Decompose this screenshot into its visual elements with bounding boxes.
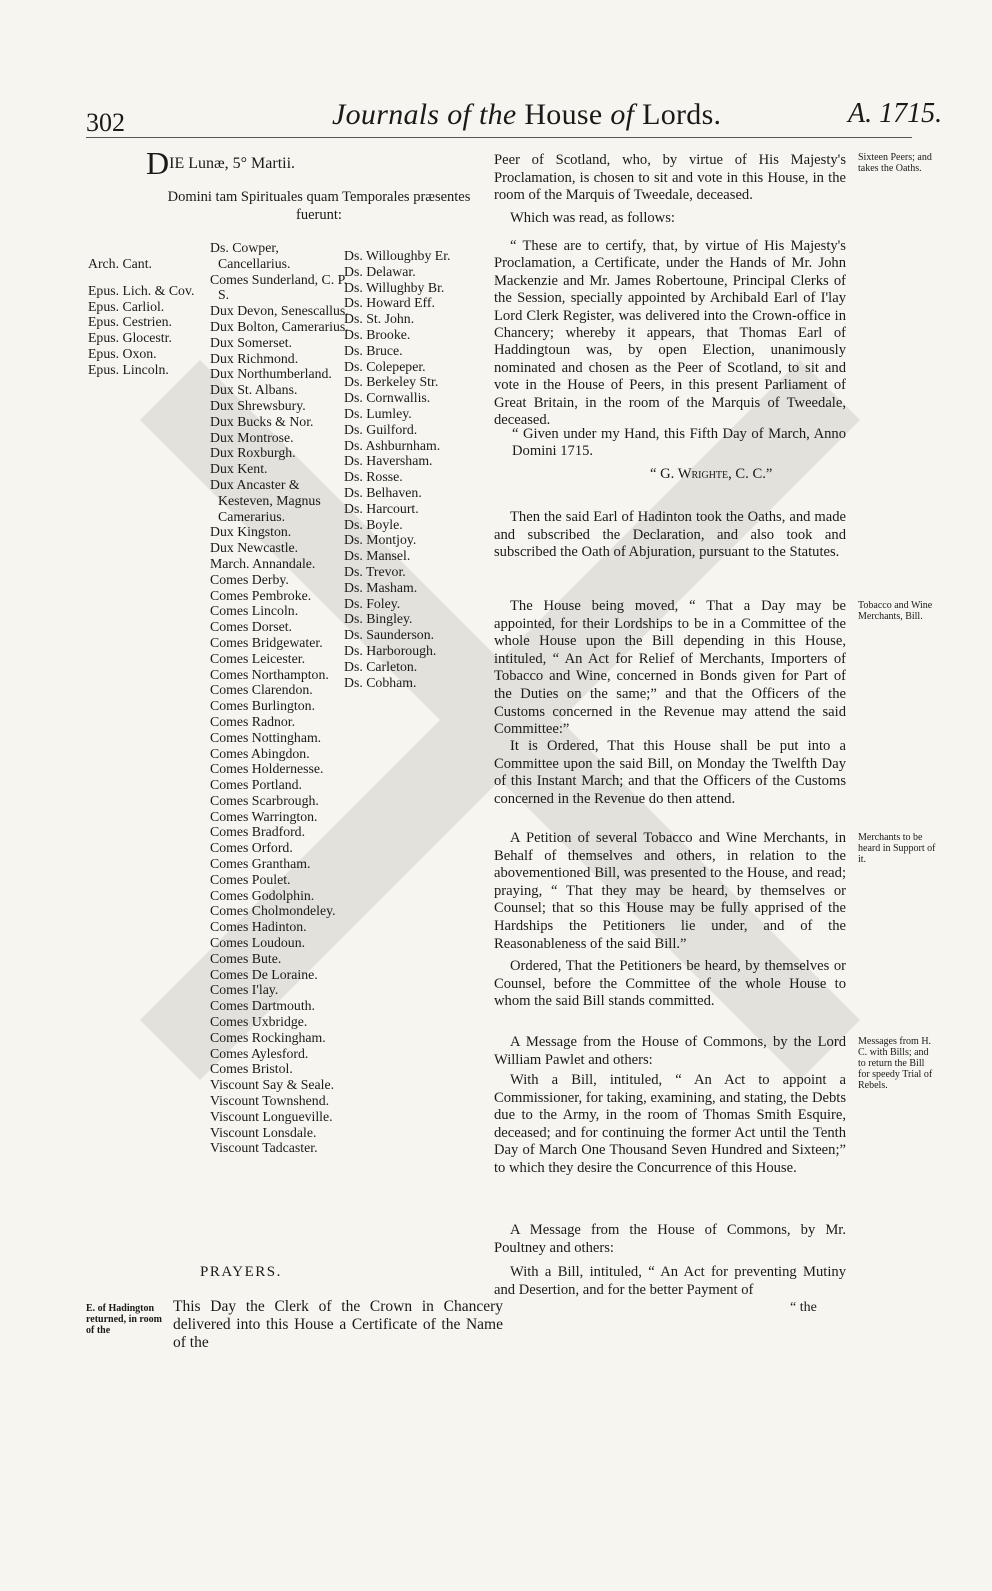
prayers-heading: PRAYERS. <box>200 1264 282 1280</box>
lord-name: Epus. Carliol. <box>88 298 165 314</box>
lord-name: Viscount Tadcaster. <box>210 1140 318 1156</box>
lord-name: Ds. Bruce. <box>344 342 403 358</box>
lord-name: Viscount Townshend. <box>210 1093 330 1109</box>
para-certificate: “ These are to certify, that, by virtue of His Majesty's Proclamation, a Certificate, under the Hands of Mr. John Mackenzie and Mr. James Robertoune, Principal Clerks of the Session, specially appointed by Archibald Earl of I'lay Lord Clerk Register, was delivered into the Crown-office in Chancery; whereby it appears, that Thomas Earl of Haddingtoun was, by open Election, unanimously nominated and chosen as the Peer of Scotland, to sit and vote in the House of Peers, in this present Parliament of Great Britain, in the room of the Marquis of Tweedale, deceased. <box>494 238 846 429</box>
lord-name: Ds. Brooke. <box>344 326 411 342</box>
lord-name: Comes Clarendon. <box>210 682 313 698</box>
lord-name: Comes Holdernesse. <box>210 761 324 777</box>
para-ordered-committee: It is Ordered, That this House shall be put into a Committee upon the said Bill, on Monday the Twelfth Day of this Instant March; and that the Officers of the Customs concerned in the Revenue do then attend. <box>494 738 846 807</box>
margin-note-tobacco-bill: Tobacco and Wine Merchants, Bill. <box>858 600 933 622</box>
lord-name: Epus. Lincoln. <box>88 361 169 377</box>
lord-name: Dux Kent. <box>210 461 268 477</box>
lord-name: Ds. Willoughby Er. <box>344 248 451 263</box>
lord-name: Comes Derby. <box>210 571 289 587</box>
lord-name: Dux Montrose. <box>210 429 294 445</box>
lord-name: Comes Rockingham. <box>210 1029 326 1045</box>
lord-name: Dux St. Albans. <box>210 382 298 398</box>
lord-name: Comes Godolphin. <box>210 887 315 903</box>
lord-name: Comes Bradford. <box>210 824 306 840</box>
lord-name: Ds. Howard Eff. <box>344 295 435 311</box>
lord-name: Comes Bute. <box>210 950 282 966</box>
para-given-under-hand: “ Given under my Hand, this Fifth Day of March, Anno Domini 1715. <box>512 426 846 460</box>
lord-name: Comes Bridgewater. <box>210 634 323 650</box>
lord-name: Comes Portland. <box>210 777 302 793</box>
lord-name: Ds. Colepeper. <box>344 358 426 374</box>
lord-name: Comes Lincoln. <box>210 603 299 619</box>
margin-note-hadington: E. of Hadington returned, in room of the <box>86 1303 163 1336</box>
spacer <box>88 272 208 283</box>
lord-name: Comes Warrington. <box>210 808 318 824</box>
lord-name: Comes Sunderland, C. P. S. <box>210 271 348 303</box>
lord-name: Epus. Glocestr. <box>88 330 172 346</box>
lord-name: Ds. Berkeley Str. <box>344 374 439 390</box>
sitting-date: DIE Lunæ, 5° Martii. <box>146 145 296 181</box>
lord-name: Dux Shrewsbury. <box>210 397 306 413</box>
catchword: “ the <box>790 1300 817 1315</box>
lord-name: Arch. Cant. <box>88 256 152 271</box>
lord-name: Ds. Belhaven. <box>344 484 422 500</box>
lord-name: Ds. Foley. <box>344 595 401 611</box>
lord-name: Epus. Lich. & Cov. <box>88 282 195 298</box>
para-message-pawlet: A Message from the House of Commons, by the Lord William Pawlet and others: <box>494 1034 846 1068</box>
running-title: Journals of the House of Lords. <box>332 98 722 131</box>
lord-name: Dux Kingston. <box>210 524 292 540</box>
lord-name: Epus. Cestrien. <box>88 314 172 330</box>
lord-name: Ds. Mansel. <box>344 548 411 564</box>
para-petitioners-heard: Ordered, That the Petitioners be heard, by themselves or Counsel, before the Committee of the whole House to whom the said Bill stands committed. <box>494 958 846 1010</box>
lord-name: Comes Dorset. <box>210 619 293 635</box>
lord-name: Comes Poulet. <box>210 871 291 887</box>
lord-name: Ds. Haversham. <box>344 453 433 469</box>
lord-name: Comes Abingdon. <box>210 745 310 761</box>
lord-name: Dux Northumberland. <box>210 366 332 382</box>
lords-column-3 <box>344 248 464 690</box>
margin-note-sixteen-peers: Sixteen Peers; and takes the Oaths. <box>858 152 932 174</box>
lord-name: Ds. Willughby Br. <box>344 279 445 295</box>
lord-name: Comes De Loraine. <box>210 966 318 982</box>
lord-name: Ds. Harcourt. <box>344 500 419 516</box>
lord-name: Ds. Harborough. <box>344 642 437 658</box>
para-oaths: Then the said Earl of Hadinton took the Oaths, and made and subscribed the Declaration, and also took and subscribed the Oath of Abjuration, pursuant to the Statutes. <box>494 509 846 561</box>
drop-cap: D <box>146 145 170 181</box>
lords-column-1 <box>88 256 208 378</box>
lord-name: Ds. Rosse. <box>344 469 403 485</box>
lord-name: Dux Roxburgh. <box>210 445 296 461</box>
para-commissioner-bill: With a Bill, intituled, “ An Act to appoint a Commissioner, for taking, examining, and stating, the Debts due to the Army, in the room of Thomas Smith Esquire, deceased; and for continuing the former Act until the Tenth Day of March One Thousand Seven Hundred and Sixteen;” to which they desire the Concurrence of this House. <box>494 1072 846 1176</box>
lord-name: Ds. Carleton. <box>344 658 418 674</box>
para-peer-of-scotland: Peer of Scotland, who, by virtue of His Majesty's Proclamation, is chosen to sit and vote in this House, in the room of the Marquis of Tweedale, deceased. <box>494 152 846 204</box>
lord-name: Ds. Ashburnham. <box>344 437 441 453</box>
lord-name: Ds. Delawar. <box>344 263 416 279</box>
lord-name: Comes Northampton. <box>210 666 329 682</box>
lord-name: Ds. Cowper, Cancellarius. <box>210 240 291 271</box>
lord-name: Viscount Longueville. <box>210 1108 333 1124</box>
lord-name: Dux Somerset. <box>210 334 293 350</box>
present-heading: Domini tam Spirituales quam Temporales præsentes fuerunt: <box>167 189 471 223</box>
lord-name: Dux Newcastle. <box>210 540 299 556</box>
lord-name: Ds. Cornwallis. <box>344 390 431 406</box>
lord-name: Comes Dartmouth. <box>210 998 315 1014</box>
year: A. 1715. <box>848 98 943 129</box>
lord-name: Comes Loudoun. <box>210 935 306 951</box>
lord-name: Ds. Trevor. <box>344 563 406 579</box>
lord-name: Dux Devon, Senescallus. <box>210 303 349 319</box>
lord-name: Comes Orford. <box>210 840 293 856</box>
margin-note-merchants-heard: Merchants to be heard in Support of it. <box>858 832 936 865</box>
lord-name: Dux Ancaster & Kesteven, Magnus Camerarius. <box>210 476 321 524</box>
lord-name: Epus. Oxon. <box>88 345 157 361</box>
lord-name: Comes Cholmondeley. <box>210 903 336 919</box>
lord-name: Viscount Lonsdale. <box>210 1124 317 1140</box>
lord-name: March. Annandale. <box>210 555 316 571</box>
para-petition: A Petition of several Tobacco and Wine Merchants, in Behalf of themselves and others, in relation to the abovementioned Bill, was presented to the House, and read; praying, “ That they may be heard, by themselves or Counsel; that so this House may be fully apprised of the Hardships the Petitioners lie under, and of the Reasonableness of the said Bill.” <box>494 830 846 952</box>
lord-name: Ds. Cobham. <box>344 674 417 690</box>
lord-name: Ds. St. John. <box>344 311 415 327</box>
certificate-intro: This Day the Clerk of the Crown in Chancery delivered into this House a Certificate of the Name of the <box>173 1298 503 1351</box>
lord-name: Comes Leicester. <box>210 650 306 666</box>
lord-name: Comes Scarbrough. <box>210 792 319 808</box>
lord-name: Ds. Lumley. <box>344 405 412 421</box>
header-rule <box>86 137 912 138</box>
para-message-poultney: A Message from the House of Commons, by Mr. Poultney and others: <box>494 1222 846 1256</box>
para-mutiny-bill: With a Bill, intituled, “ An Act for preventing Mutiny and Desertion, and for the better Payment of <box>494 1264 846 1298</box>
lord-name: Comes Uxbridge. <box>210 1014 308 1030</box>
lord-name: Comes Hadinton. <box>210 919 307 935</box>
lord-name: Ds. Bingley. <box>344 611 413 627</box>
lords-column-2 <box>210 240 350 1156</box>
lord-name: Comes Radnor. <box>210 713 296 729</box>
lord-name: Dux Richmond. <box>210 350 299 366</box>
lord-name: Comes Pembroke. <box>210 587 312 603</box>
lord-name: Ds. Masham. <box>344 579 418 595</box>
lord-name: Comes Burlington. <box>210 698 316 714</box>
para-which-was-read: Which was read, as follows: <box>510 210 675 226</box>
para-signature: “ G. Wrighte, C. C.” <box>650 466 773 482</box>
lord-name: Ds. Guilford. <box>344 421 418 437</box>
lord-name: Viscount Say & Seale. <box>210 1077 335 1093</box>
lord-name: Dux Bucks & Nor. <box>210 413 314 429</box>
lord-name: Comes Nottingham. <box>210 729 322 745</box>
lord-name: Comes Grantham. <box>210 856 311 872</box>
para-house-moved: The House being moved, “ That a Day may be appointed, for their Lordships to be in a Committee of the whole House upon the Bill depending in this House, intituled, “ An Act for Relief of Merchants, Importers of Tobacco and Wine, concerned in Bonds given for Part of the Duties on the same;” and that the Officers of the Customs concerned in the Revenue may attend the said Committee:” <box>494 598 846 738</box>
lord-name: Comes Aylesford. <box>210 1045 309 1061</box>
lord-name: Comes I'lay. <box>210 982 279 998</box>
page-number: 302 <box>86 108 125 137</box>
lord-name: Dux Bolton, Camerarius. <box>210 318 349 334</box>
lord-name: Ds. Boyle. <box>344 516 403 532</box>
margin-note-messages: Messages from H. C. with Bills; and to return the Bill for speedy Trial of Rebels. <box>858 1036 933 1091</box>
lord-name: Ds. Saunderson. <box>344 627 435 643</box>
lord-name: Ds. Montjoy. <box>344 532 417 548</box>
lord-name: Comes Bristol. <box>210 1061 293 1077</box>
